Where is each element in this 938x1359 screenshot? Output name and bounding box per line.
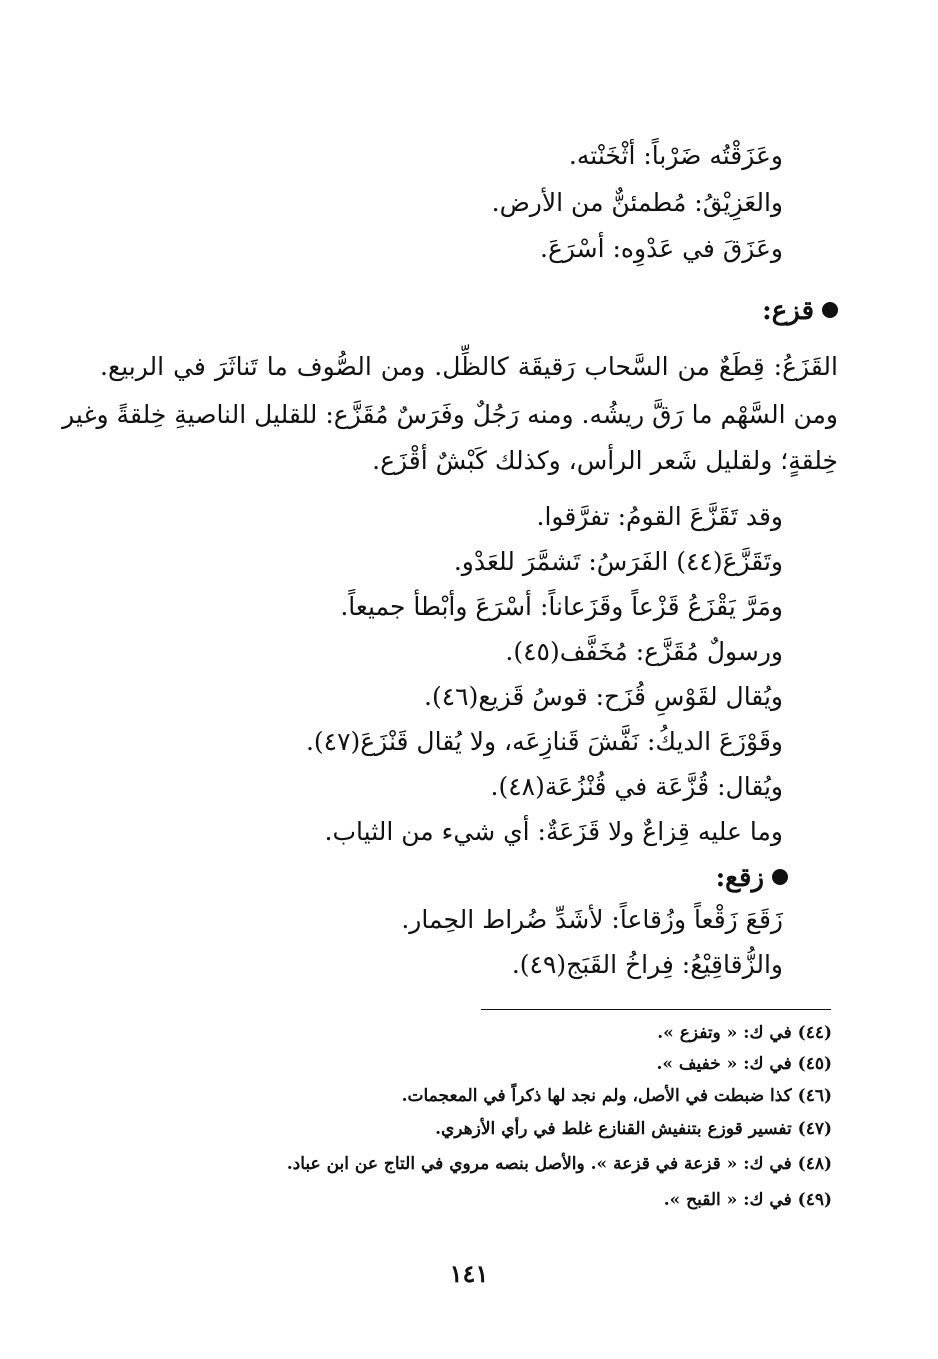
paragraph-line: ومن السَّهْم ما رَقَّ ريشُه. ومنه رَجُلٌ وفَرَسٌ مُقَزَّع: للقليل الناصيةِ خِلقةً وغير <box>62 400 838 429</box>
bullet-icon <box>822 302 838 318</box>
entry-line: وعَزَقَ في عَدْوِه: أسْرَعَ. <box>540 234 783 263</box>
entry-line: وعَزَقْتُه ضَرْباً: أثْخَنْته. <box>568 141 783 170</box>
entry-line: ويُقال: قُزَّعَة في قُنْزُعَة(٤٨). <box>490 772 783 801</box>
bullet-icon <box>772 869 788 885</box>
paragraph-line: القَزَعُ: قِطَعٌ من السَّحاب رَقيقَة كالظِّل. ومن الصُّوف ما تَناثَرَ في الربيع. <box>100 352 838 381</box>
entry-line: وما عليه قِزاعٌ ولا قَزَعَةٌ: أي شيء من الثياب. <box>324 817 783 846</box>
entry-line: والزُّقاقِيْعُ: فِراخُ القَبَج(٤٩). <box>511 950 783 979</box>
entry-line: وقد تَقَزَّعَ القومُ: تفرَّقوا. <box>536 502 783 531</box>
entry-line: زَقَعَ زَقْعاً وزُقاعاً: لأشَدِّ ضُراط الحِمار. <box>401 905 783 934</box>
entry-heading-zaqa <box>716 858 788 898</box>
entry-line: وتَقَزَّعَ(٤٤) الفَرَسُ: تَشمَّرَ للعَدْو. <box>453 547 783 576</box>
footnote: (٤٦) كذا ضبطت في الأصل، ولم نجد لها ذكراً في المعجمات. <box>401 1086 832 1106</box>
entry-line: والعَزِيْقُ: مُطمئنٌّ من الأرض. <box>491 188 783 217</box>
footnote: (٤٥) في ك: « خفيف ». <box>656 1054 832 1074</box>
footnote: (٤٤) في ك: « وتفزع ». <box>657 1023 832 1043</box>
footnote: (٤٩) في ك: « القبح ». <box>663 1190 832 1210</box>
footnote-divider <box>481 1009 831 1010</box>
entry-line: ورسولٌ مُقَزَّع: مُخَفَّف(٤٥). <box>505 637 783 666</box>
paragraph-line: خِلقةٍ؛ ولقليل شَعر الرأس، وكذلك كَبْشٌ أقْزَع. <box>372 446 838 475</box>
heading-text: زقع: <box>715 863 764 893</box>
heading-text: قزع: <box>762 296 814 326</box>
entry-line: ويُقال لقَوْسِ قُزَح: قوسُ قَزيع(٤٦). <box>424 682 783 711</box>
footnote: (٤٨) في ك: « قزعة في قزعة ». والأصل بنصه مروي في التاج عن ابن عباد. <box>286 1154 832 1174</box>
entry-line: ومَرَّ يَقْزَعُ قَزْعاً وقَزَعاناً: أسْرَعَ وأبْطأ جميعاً. <box>340 592 783 621</box>
page-number: ١٤١ <box>449 1259 489 1288</box>
entry-line: وقَوْزَعَ الديكُ: نَفَّشَ قَنازِعَه، ولا يُقال قَنْزَعَ(٤٧). <box>305 727 783 756</box>
footnote: (٤٧) تفسير قوزع بتنفيش القنازع غلط في رأي الأزهري. <box>435 1119 832 1139</box>
entry-heading-qaza <box>762 291 838 331</box>
